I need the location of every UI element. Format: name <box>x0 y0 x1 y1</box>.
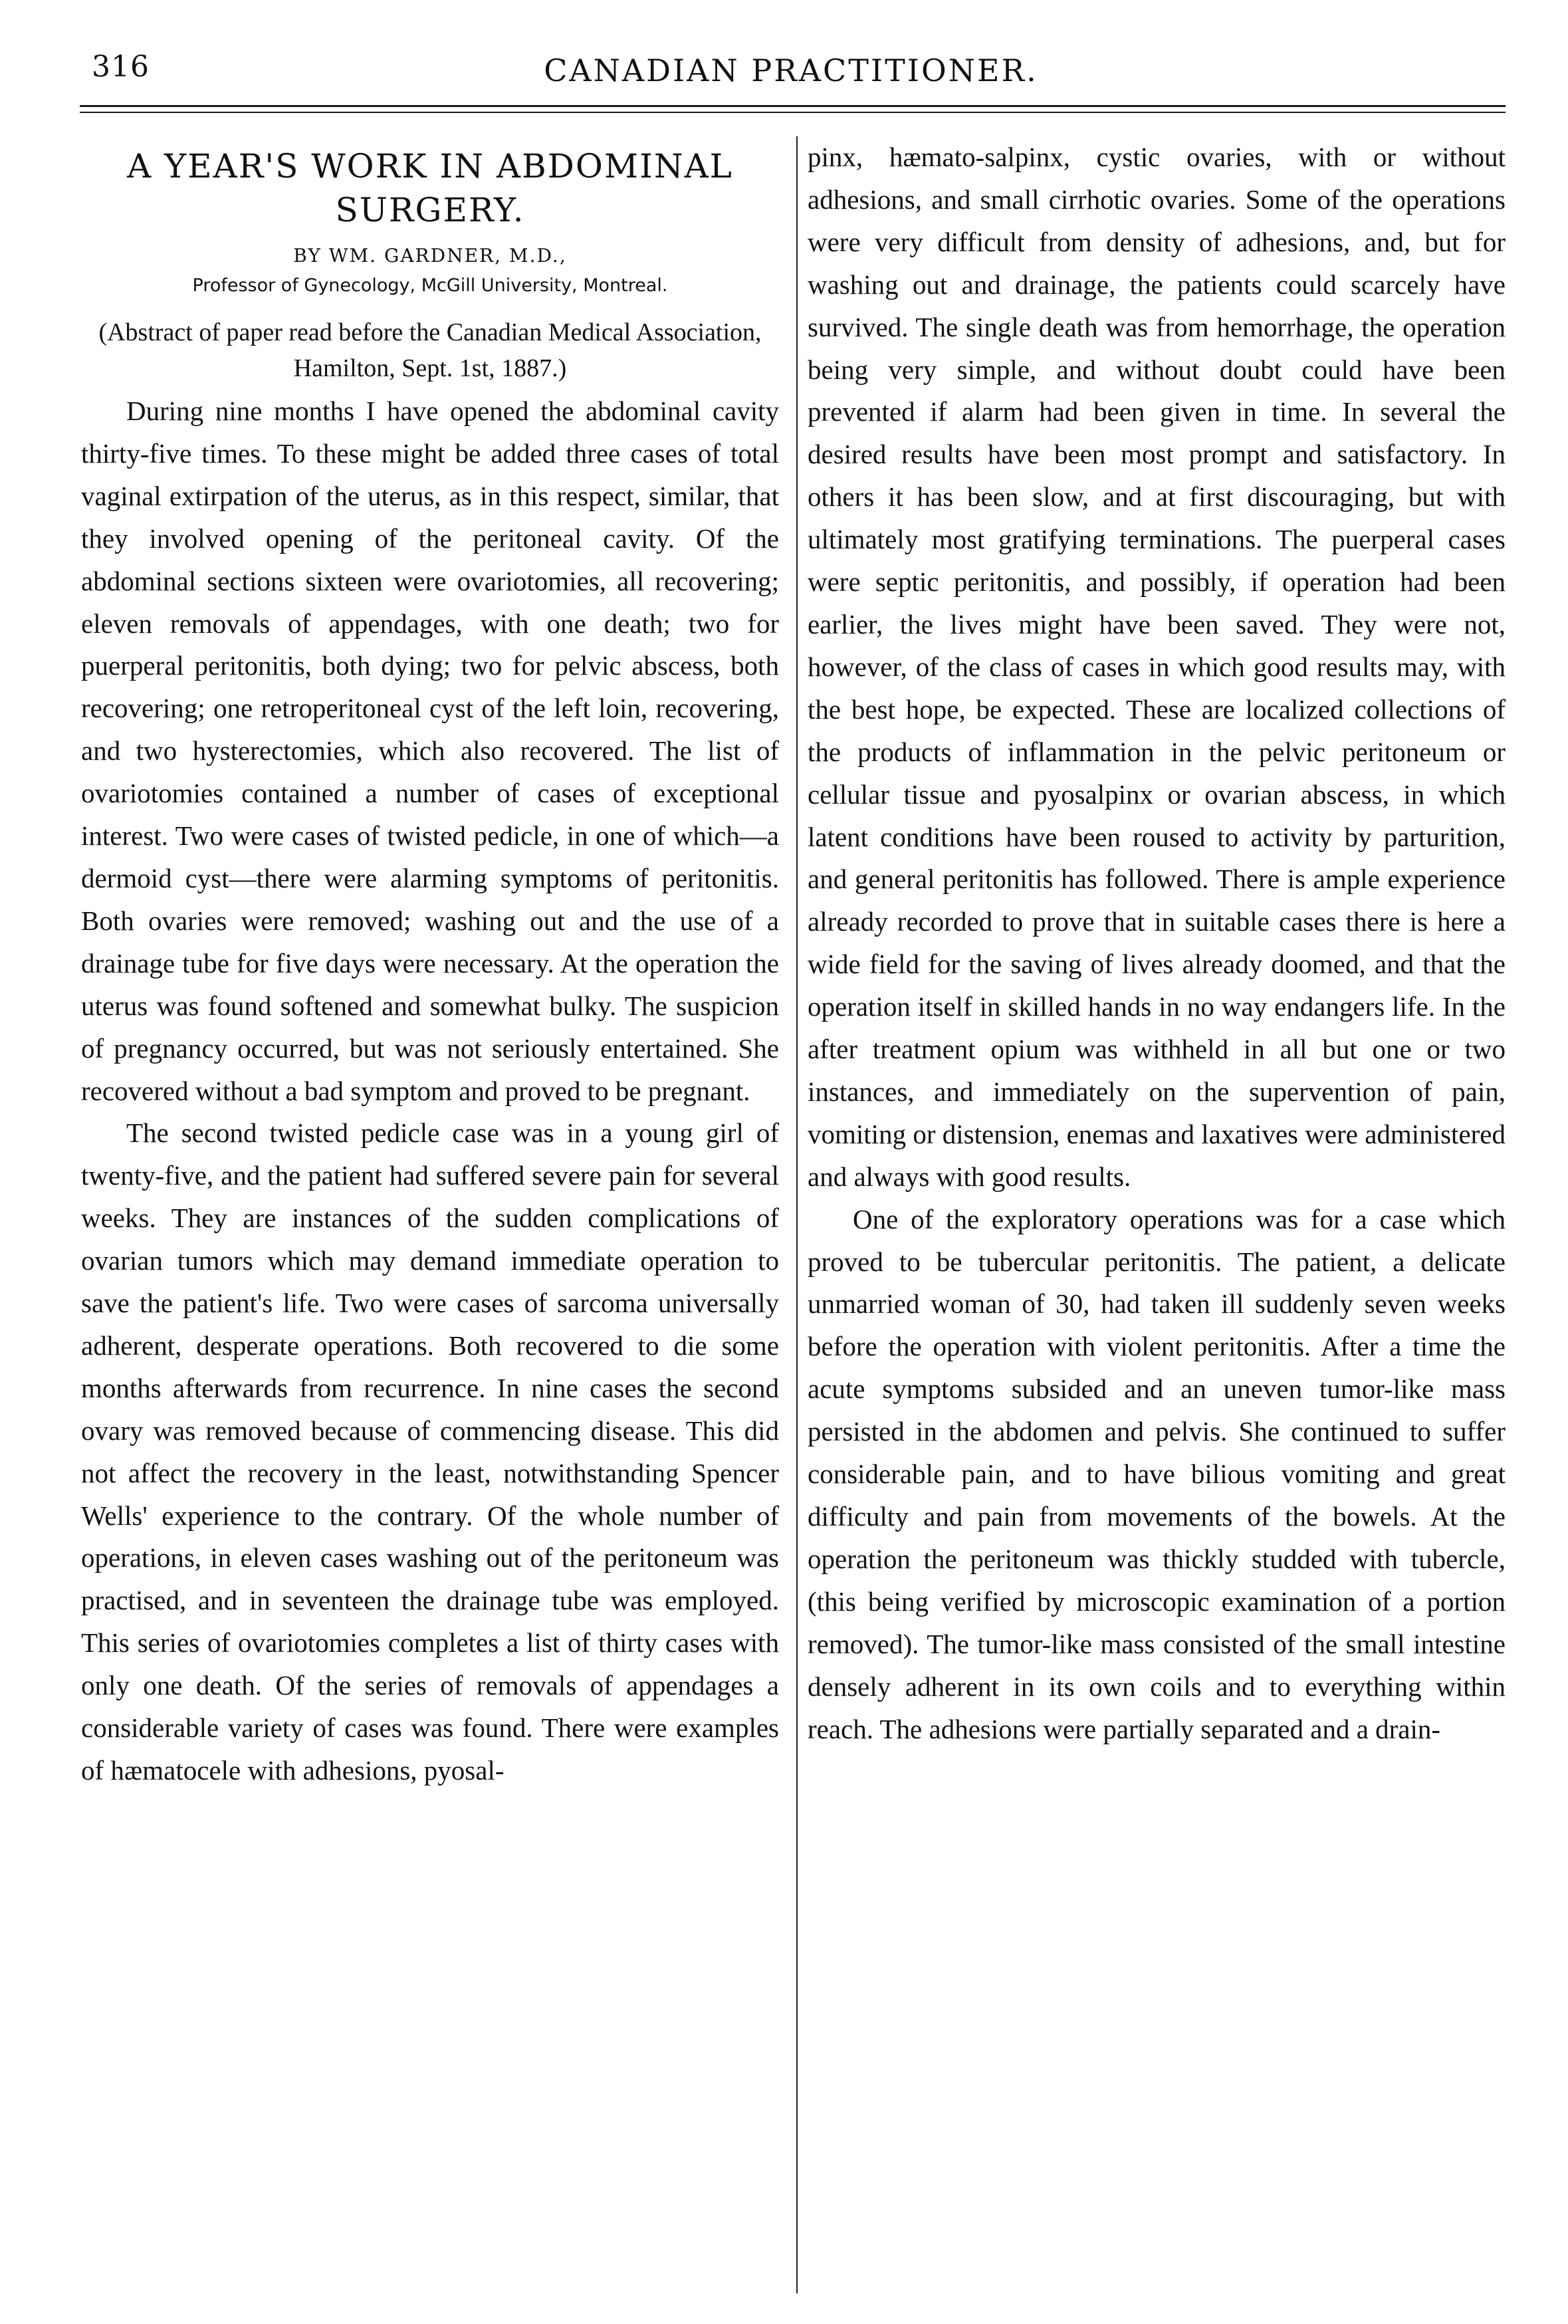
left-column <box>81 136 779 1792</box>
body-paragraph-continued: pinx, hæmato-salpinx, cystic ovaries, with or without adhesions, and small cirrhotic ovaries. Some of the operations were very difficult from density of adhesions, and, but for washing out and drainage, the patients could scarcely have survived. The single death was from hemorrhage, the operation being very simple, and without doubt could have been prevented if alarm had been given in time. In several the desired results have been most prompt and satisfactory. In others it has been slow, and at first discouraging, but with ultimately most gratifying terminations. The puerperal cases were septic peritonitis, and possibly, if operation had been earlier, the lives might have been saved. They were not, however, of the class of cases in which good results may, with the best hope, be expected. These are localized collections of the products of inflammation in the pelvic peritoneum or cellular tissue and pyosalpinx or ovarian abscess, in which latent conditions have been roused to activity by parturition, and general peritonitis has followed. There is ample experience already recorded to prove that in suitable cases there is here a wide field for the saving of lives already doomed, and that the operation itself in skilled hands in no way endangers life. In the after treatment opium was withheld in all but one or two instances, and immediately on the supervention of pain, vomiting or distension, enemas and laxatives were administered and always with good results. <box>808 142 1506 1192</box>
header-rule-secondary <box>80 112 1506 113</box>
right-column <box>808 136 1506 1750</box>
header-rule <box>80 105 1506 107</box>
abstract-note: (Abstract of paper read before the Canadian Medical Association, Hamilton, Sept. 1st, 1887.) <box>98 318 762 382</box>
body-paragraph: One of the exploratory operations was for a case which proved to be tubercular peritonitis. The patient, a delicate unmarried woman of 30, had taken ill suddenly seven weeks before the operation with violent peritonitis. After a time the acute symptoms subsided and an uneven tumor-like mass persisted in the abdomen and pelvis. She continued to suffer considerable pain, and to have bilious vomiting and great difficulty and pain from movements of the bowels. At the operation the peritoneum was thickly studded with tubercle, (this being verified by microscopic examination of a portion removed). The tumor-like mass consisted of the small intestine densely adherent in its own coils and to everything within reach. The adhesions were partially separated and a drain- <box>808 1203 1506 1744</box>
page-header <box>80 50 1502 96</box>
body-paragraph: During nine months I have opened the abdominal cavity thirty-five times. To these might be added three cases of total vaginal extirpation of the uterus, as in this respect, similar, that they involved opening of the peritoneal cavity. Of the abdominal sections sixteen were ovariotomies, all recovering; eleven removals of appendages, with one death; two for puerperal peritonitis, both dying; two for pelvic abscess, both recovering; one retroperitoneal cyst of the left loin, recovering, and two hysterectomies, which also recovered. The list of ovariotomies contained a number of cases of exceptional interest. Two were cases of twisted pedicle, in one of which—a dermoid cyst—there were alarming symptoms of peritonitis. Both ovaries were removed; washing out and the use of a drainage tube for five days were necessary. At the operation the uterus was found softened and somewhat bulky. The suspicion of pregnancy occurred, but was not seriously entertained. She recovered without a bad symptom and proved to be pregnant. <box>81 396 779 1106</box>
author-affiliation: Professor of Gynecology, McGill University, Montreal. <box>192 275 668 296</box>
page-number: 316 <box>92 50 150 84</box>
running-head: CANADIAN PRACTITIONER. <box>544 53 1038 88</box>
article-byline: BY WM. GARDNER, M.D., <box>293 245 567 267</box>
column-divider <box>796 136 798 2293</box>
body-paragraph: The second twisted pedicle case was in a young girl of twenty-five, and the patient had suffered severe pain for several weeks. They are instances of the sudden complications of ovarian tumors which may demand immediate operation to save the patient's life. Two were cases of sarcoma universally adherent, desperate operations. Both recovered to die some months afterwards from recurrence. In nine cases the second ovary was removed because of commencing disease. This did not affect the recovery in the least, notwithstanding Spencer Wells' experience to the contrary. Of the whole number of operations, in eleven cases washing out of the peritoneum was practised, and in seventeen the drainage tube was employed. This series of ovariotomies completes a list of thirty cases with only one death. Of the series of removals of appendages a considerable variety of cases was found. There were examples of hæmatocele with adhesions, pyosal- <box>81 1117 779 1786</box>
article-title: A YEAR'S WORK IN ABDOMINAL SURGERY. <box>127 147 733 229</box>
